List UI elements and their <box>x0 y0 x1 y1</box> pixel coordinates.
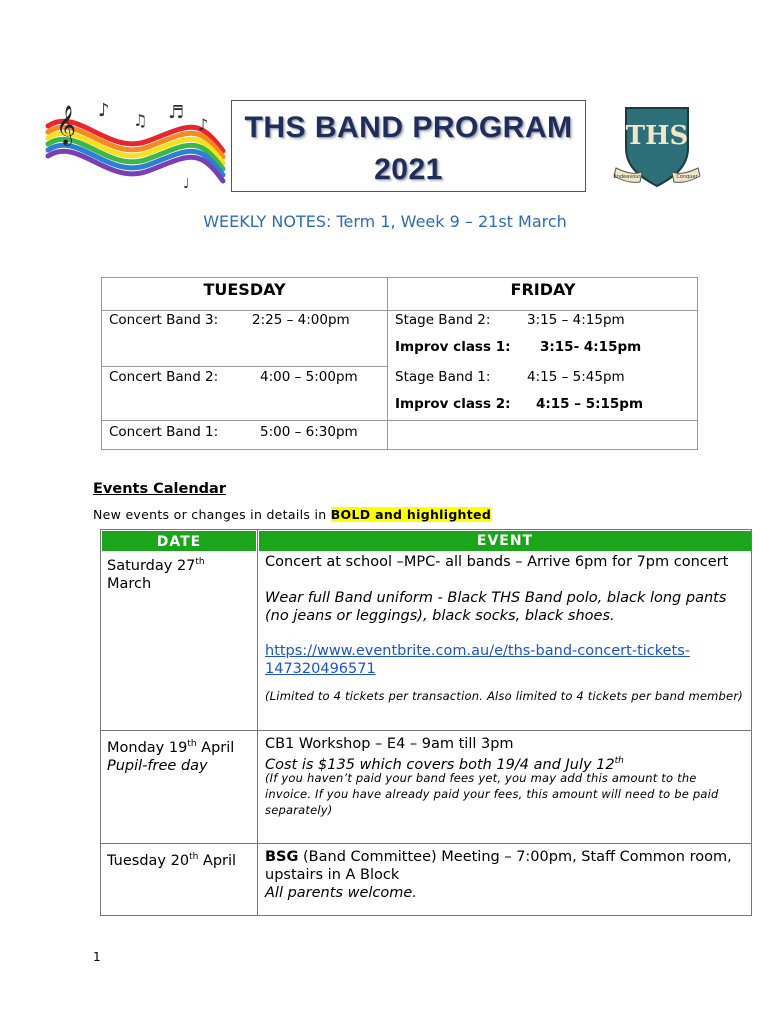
rainbow-music-clipart <box>38 96 230 192</box>
friday-band-time: 3:15 – 4:15pm <box>527 312 625 328</box>
event-invite-note: All parents welcome. <box>265 885 417 901</box>
event-date: Saturday 27th March <box>107 557 205 592</box>
tuesday-band-time: 2:25 – 4:00pm <box>252 312 350 328</box>
tuesday-band-label: Concert Band 1: <box>109 424 219 440</box>
event-cost: Cost is $135 which covers both 19/4 and July 12th <box>265 756 624 773</box>
rehearsal-timetable <box>101 277 698 450</box>
event-description: BSG (Band Committee) Meeting – 7:00pm, Staff Common room, upstairs in A Block <box>265 849 732 883</box>
highlight-legend: BOLD and highlighted <box>330 507 492 522</box>
svg-text:♪: ♪ <box>198 115 209 134</box>
svg-text:♫: ♫ <box>133 111 148 130</box>
svg-text:♩: ♩ <box>183 176 190 192</box>
school-crest-logo <box>612 102 702 190</box>
event-date: Monday 19th April Pupil-free day <box>107 739 235 774</box>
svg-text:THS: THS <box>625 121 689 151</box>
ticket-link[interactable]: https://www.eventbrite.com.au/e/ths-band-concert-tickets- 147320496571 <box>265 643 691 677</box>
date-column-header: DATE <box>102 531 256 551</box>
program-year: 2021 <box>374 153 443 186</box>
svg-text:𝄞: 𝄞 <box>56 105 77 145</box>
friday-improv-time: 3:15- 4:15pm <box>540 339 642 355</box>
tuesday-band-time: 4:00 – 5:00pm <box>260 369 358 385</box>
svg-text:♪: ♪ <box>98 100 110 121</box>
friday-band-label: Stage Band 1: <box>395 369 491 385</box>
title-box <box>231 100 586 192</box>
fees-note: (If you haven’t paid your band fees yet, you may add this amount to the invoice. If you have already paid your fees, this amount will need to be paid separately) <box>265 771 719 817</box>
svg-text:Endeavour: Endeavour <box>613 174 641 180</box>
events-table <box>100 529 752 916</box>
svg-text:Conquer: Conquer <box>676 174 698 180</box>
ticket-limit-note: (Limited to 4 tickets per transaction. Also limited to 4 tickets per band member) <box>265 689 743 703</box>
tuesday-band-label: Concert Band 2: <box>109 369 219 385</box>
friday-band-label: Stage Band 2: <box>395 312 491 328</box>
friday-improv-label: Improv class 1: <box>395 339 511 355</box>
friday-improv-label: Improv class 2: <box>395 396 511 412</box>
weekly-notes-subtitle: WEEKLY NOTES: Term 1, Week 9 – 21st March <box>203 212 567 231</box>
tuesday-header: TUESDAY <box>203 280 286 299</box>
event-date: Tuesday 20th April <box>107 852 237 869</box>
event-column-header: EVENT <box>259 531 751 551</box>
friday-band-time: 4:15 – 5:45pm <box>527 369 625 385</box>
friday-improv-time: 4:15 – 5:15pm <box>536 396 644 412</box>
events-note <box>93 507 491 522</box>
event-description: CB1 Workshop – E4 – 9am till 3pm <box>265 736 514 752</box>
event-dress-code: Wear full Band uniform - Black THS Band polo, black long pants (no jeans or leggings), black socks, black shoes. <box>265 590 727 624</box>
events-calendar-heading: Events Calendar <box>93 481 226 497</box>
program-title: THS BAND PROGRAM <box>244 111 573 144</box>
tuesday-band-time: 5:00 – 6:30pm <box>260 424 358 440</box>
tuesday-band-label: Concert Band 3: <box>109 312 219 328</box>
svg-text:♬: ♬ <box>168 102 185 123</box>
friday-header: FRIDAY <box>510 280 576 299</box>
page-number: 1 <box>93 950 101 964</box>
event-description: Concert at school –MPC- all bands – Arrive 6pm for 7pm concert <box>265 554 729 570</box>
events-note-text: New events or changes in details in <box>93 507 331 522</box>
